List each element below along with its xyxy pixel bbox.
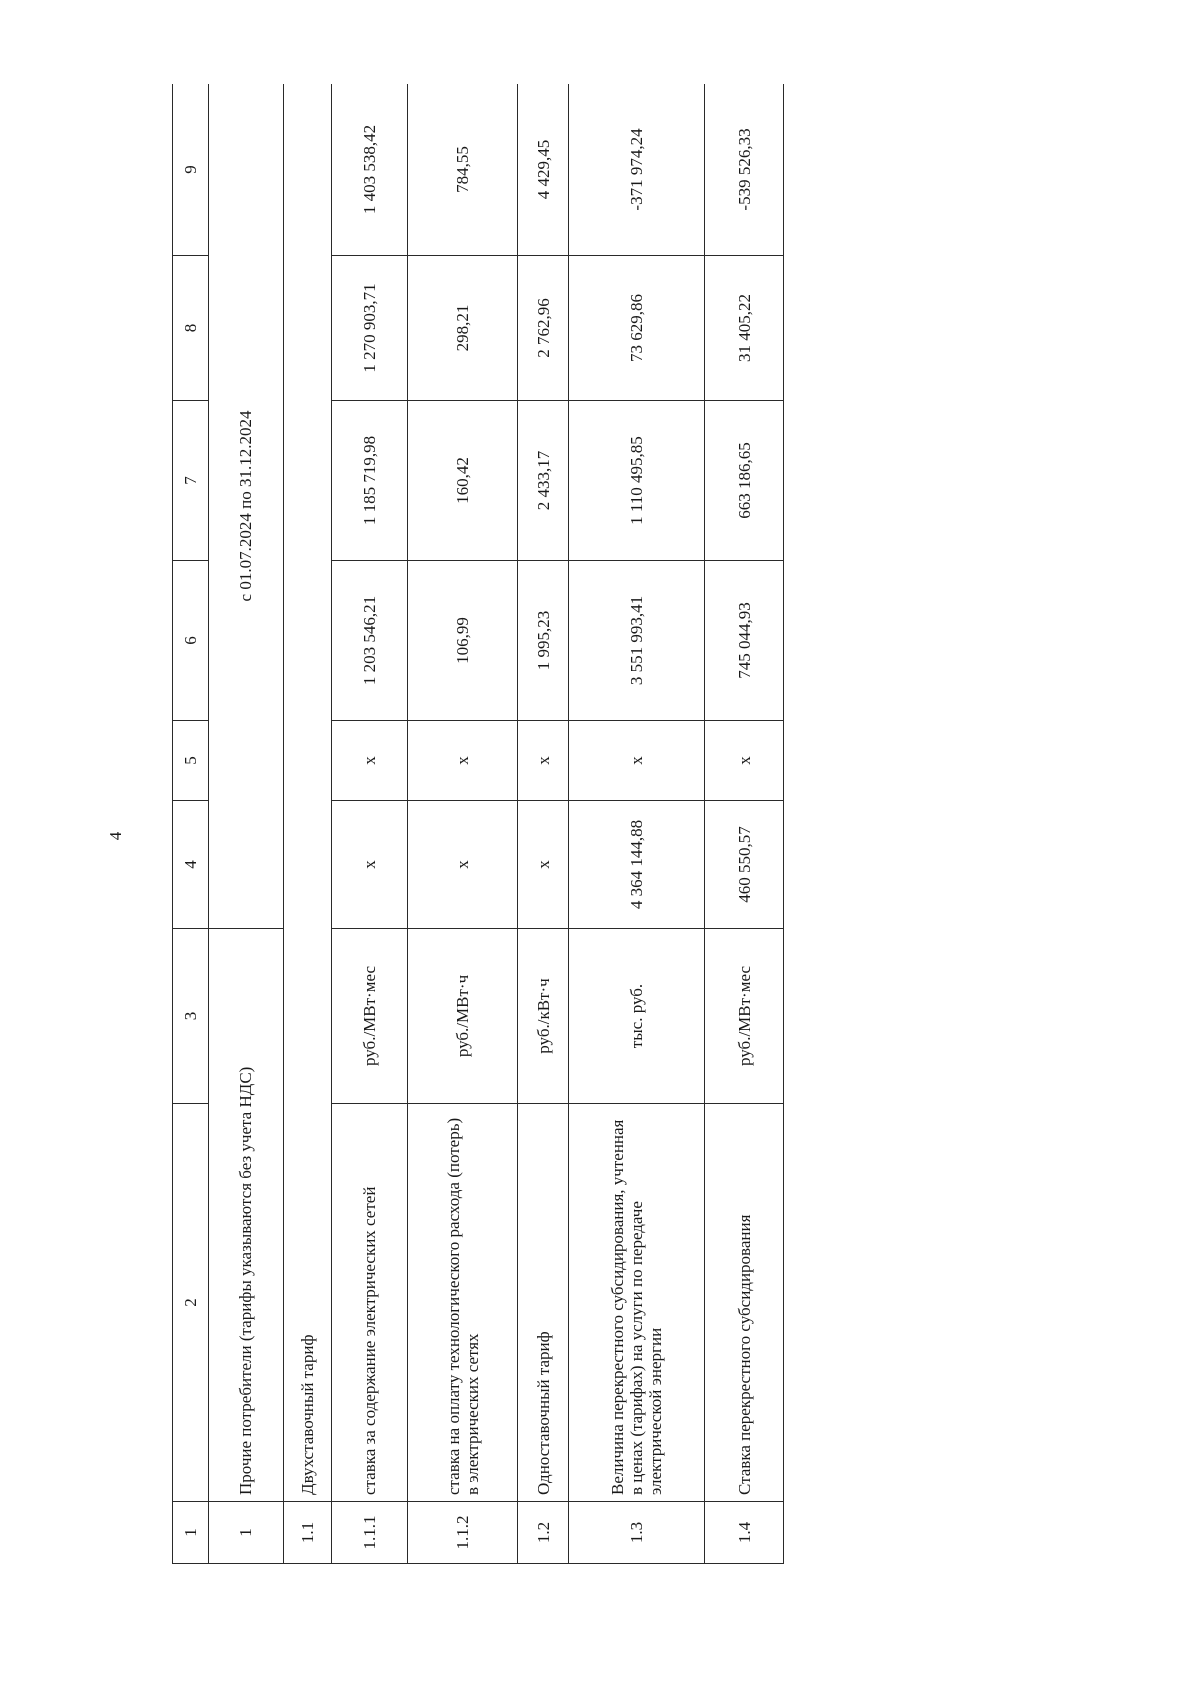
column-number: 7 <box>173 401 209 561</box>
row-value: 160,42 <box>408 401 517 561</box>
table-row <box>331 84 408 1564</box>
row-value: 745 044,93 <box>705 561 784 721</box>
column-number: 6 <box>173 561 209 721</box>
column-number: 3 <box>173 929 209 1104</box>
row-value: 1 185 719,98 <box>331 401 408 561</box>
row-value: 4 364 144,88 <box>569 801 705 929</box>
row-value: -371 974,24 <box>569 84 705 256</box>
row-index: 1.1.2 <box>408 1502 517 1564</box>
row-value: 2 762,96 <box>517 256 568 401</box>
row-value: 784,55 <box>408 84 517 256</box>
row-value: x <box>408 801 517 929</box>
row-value: 1 995,23 <box>517 561 568 721</box>
column-number-row <box>173 84 209 1564</box>
row-index: 1.4 <box>705 1502 784 1564</box>
column-number: 8 <box>173 256 209 401</box>
subgroup-index: 1.1 <box>283 1502 331 1564</box>
row-unit: тыс. руб. <box>569 929 705 1104</box>
row-value: -539 526,33 <box>705 84 784 256</box>
row-value: x <box>517 801 568 929</box>
row-value: x <box>569 721 705 801</box>
row-value: x <box>705 721 784 801</box>
group-row <box>209 84 283 1564</box>
tariff-table <box>172 84 784 1564</box>
row-name: Ставка перекрестного субсидирования <box>705 1104 784 1502</box>
row-unit: руб./МВт·ч <box>408 929 517 1104</box>
table-row <box>569 84 705 1564</box>
column-number: 9 <box>173 84 209 256</box>
row-name: Величина перекрестного субсидирования, учтенная в ценах (тарифах) на услуги по передаче электрической энергии <box>569 1104 705 1502</box>
column-number: 2 <box>173 1104 209 1502</box>
page-number: 4 <box>106 831 125 841</box>
row-value: 1 203 546,21 <box>331 561 408 721</box>
row-value: 106,99 <box>408 561 517 721</box>
column-number: 4 <box>173 801 209 929</box>
row-unit: руб./МВт·мес <box>705 929 784 1104</box>
subgroup-name: Двухставочный тариф <box>283 84 331 1502</box>
row-value: 4 429,45 <box>517 84 568 256</box>
subgroup-row <box>283 84 331 1564</box>
group-period: с 01.07.2024 по 31.12.2024 <box>209 84 283 929</box>
row-name: Одноставочный тариф <box>517 1104 568 1502</box>
row-value: 1 270 903,71 <box>331 256 408 401</box>
row-value: 2 433,17 <box>517 401 568 561</box>
group-index: 1 <box>209 1502 283 1564</box>
row-value: x <box>331 801 408 929</box>
group-name: Прочие потребители (тарифы указываются без учета НДС) <box>209 929 283 1502</box>
row-index: 1.1.1 <box>331 1502 408 1564</box>
row-value: 298,21 <box>408 256 517 401</box>
column-number: 1 <box>173 1502 209 1564</box>
row-unit: руб./МВт·мес <box>331 929 408 1104</box>
row-value: 1 403 538,42 <box>331 84 408 256</box>
row-name: ставка за содержание электрических сетей <box>331 1104 408 1502</box>
row-unit: руб./кВт·ч <box>517 929 568 1104</box>
tariff-table-container <box>172 84 784 1564</box>
table-row <box>705 84 784 1564</box>
row-value: 73 629,86 <box>569 256 705 401</box>
row-value: 3 551 993,41 <box>569 561 705 721</box>
row-value: x <box>517 721 568 801</box>
row-value: x <box>331 721 408 801</box>
row-value: x <box>408 721 517 801</box>
row-value: 31 405,22 <box>705 256 784 401</box>
table-row <box>517 84 568 1564</box>
table-row <box>408 84 517 1564</box>
row-index: 1.2 <box>517 1502 568 1564</box>
row-value: 1 110 495,85 <box>569 401 705 561</box>
row-value: 460 550,57 <box>705 801 784 929</box>
column-number: 5 <box>173 721 209 801</box>
row-value: 663 186,65 <box>705 401 784 561</box>
row-index: 1.3 <box>569 1502 705 1564</box>
row-name: ставка на оплату технологического расхода (потерь) в электрических сетях <box>408 1104 517 1502</box>
